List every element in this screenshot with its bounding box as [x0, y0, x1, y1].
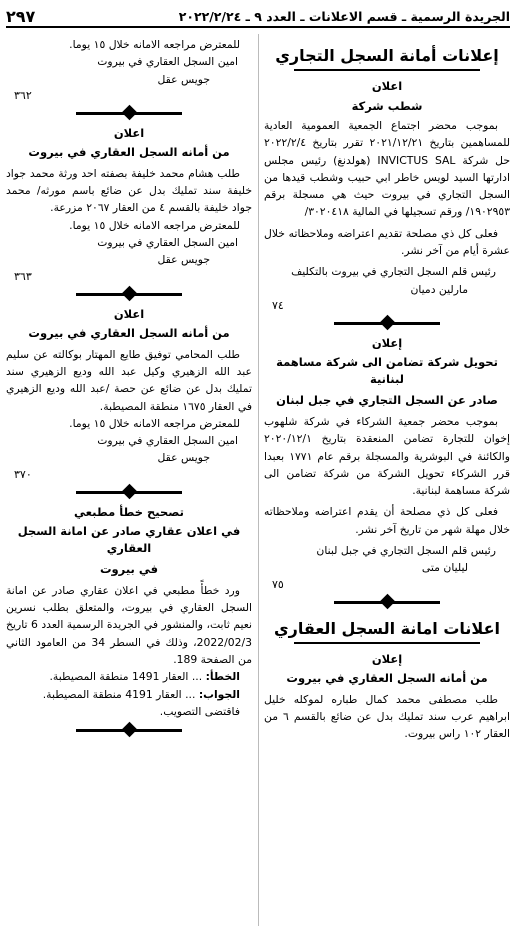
announcement-subheading: من أمانه السجل العقاري في بيروت — [286, 670, 488, 685]
announcement-objection-note: فعلى كل ذي مصلحة أن يقدم اعتراضه وملاحظاته خلال مهلة شهر من تاريخ آخر نشر. — [264, 505, 510, 536]
announcement-body: طلب المحامي توفيق طايع المهتار بوكالته عن سليم عبد الله الزهيري وكيل عبد الله وديع الزهيري سند تمليك بدل عن ضائع عن حصة /عبد الله وديع الزهيري في العقار ١٦٧٥ منطقة المصيطبة. — [6, 347, 252, 413]
signature-name: جويس عقل — [157, 253, 210, 267]
signature-title: امين السجل العقاري في بيروت — [97, 236, 238, 250]
announcement-lost-deed-heirs — [6, 126, 252, 284]
column-divider — [258, 34, 259, 926]
signature-title: رئيس قلم السجل التجاري في بيروت بالتكليف — [291, 265, 496, 279]
correct-label: الجواب: — [198, 687, 240, 701]
announcement-heading: اعلان — [371, 79, 403, 93]
section-title-text: إعلانات أمانة السجل التجاري — [275, 46, 499, 65]
diamond-ornament-icon — [121, 105, 137, 121]
announcement-number: ٣٧٠ — [14, 467, 32, 481]
correction-answer-line — [6, 686, 252, 703]
section-title-underline — [294, 69, 480, 71]
diamond-ornament-icon — [379, 315, 395, 331]
announcement-correction — [6, 505, 252, 720]
correction-heading: تصحيح خطأ مطبعي — [74, 504, 184, 519]
objection-note: للمعترض مراجعه الامانه خلال ١٥ يوما. — [69, 218, 240, 232]
diamond-ornament-icon — [121, 483, 137, 499]
objection-note: للمعترض مراجعه الامانه خلال ١٥ يوما. — [69, 416, 240, 430]
signature-title: رئيس قلم السجل التجاري في جبل لبنان — [316, 544, 496, 558]
announcement-title-deed — [264, 652, 510, 743]
announcement-lost-deed-lawyer — [6, 307, 252, 482]
announcement-heading: اعلان — [113, 306, 145, 321]
announcement-heading: إعلان — [371, 335, 403, 350]
error-text: ... العقار 1491 منطقة المصيطبة. — [49, 670, 203, 684]
correct-text: ... العقار 4191 منطقة المصيطبة. — [42, 687, 196, 701]
announcement-heading: اعلان — [113, 125, 145, 140]
separator-ornament — [6, 287, 252, 301]
section-title-underline — [294, 642, 480, 644]
diamond-ornament-icon — [379, 593, 395, 609]
announcement-number: ٣٦٣ — [14, 269, 32, 283]
section-title-commercial-registry — [264, 46, 510, 71]
correction-error-line — [6, 668, 252, 685]
announcement-body: طلب مصطفى محمد كمال طباره لموكله خليل ابراهيم عرب سند تمليك بدل عن ضائع بالقسم ٦ من العقار ١٠٢ راس بيروت. — [264, 692, 510, 741]
announcement-company-deletion — [264, 79, 510, 313]
left-column — [6, 36, 252, 740]
diamond-ornament-icon — [121, 285, 137, 301]
announcement-continuation — [6, 36, 252, 103]
correction-subheading: في اعلان عقاري صادر عن امانة السجل العقاري — [17, 523, 241, 555]
announcement-number: ٣٦٢ — [14, 88, 32, 102]
announcement-subheading: شطب شركة — [351, 99, 423, 113]
announcement-subheading: تحويل شركة تضامن الى شركة مساهمة لبنانية — [276, 354, 498, 386]
announcement-number: ٧٥ — [272, 577, 284, 591]
signature-name: ليليان متى — [421, 561, 468, 575]
announcement-body: طلب هشام محمد خليفة بصفته احد ورثة محمد جواد خليفة سند تمليك بدل عن ضائع باسم مورثه/ محمد جواد خليفة بالقسم ٤ من العقار ٢٠٦٧ مزرعة. — [6, 166, 252, 215]
announcement-objection-note: فعلى كل ذي مصلحة تقديم اعتراضه وملاحظاته خلال عشرة أيام من آخر نشر. — [264, 226, 510, 258]
announcement-body: بموجب محضر اجتماع الجمعية العمومية العادية للمساهمين بتاريخ ٢٠٢١/١٢/٢١ تقرر بتاريخ ٢٠٢٢/٢/٤ حل شركة INVICTUS SAL (هولدنغ) رئيس مجلس ادارتها السيد لويس خاطر ابي حبيب وشطب قيدها من السجل التجاري في بيروت حيث هي مسجلة برقم ١٩٠٢٩٥٣/ ورقم تسجيلها في المالية ٣٠٢٠٤١٨/ — [264, 119, 510, 219]
correction-closing: فاقتضى التصويب. — [159, 704, 240, 718]
diamond-ornament-icon — [121, 722, 137, 738]
page-number: ٢٩٧ — [6, 6, 36, 26]
signature-name: جويس عقل — [157, 72, 210, 86]
correction-subheading-location: في بيروت — [99, 561, 159, 576]
right-column — [264, 36, 510, 743]
separator-ornament — [6, 106, 252, 120]
announcement-subheading: من أمانه السجل العقاري في بيروت — [28, 144, 230, 159]
separator-ornament — [264, 595, 510, 609]
signature-name: جويس عقل — [157, 451, 210, 465]
announcement-heading: إعلان — [371, 651, 403, 666]
announcement-company-conversion — [264, 336, 510, 592]
signature-title: امين السجل العقاري في بيروت — [97, 434, 238, 448]
section-title-land-registry — [264, 619, 510, 644]
announcement-subheading-issuer: صادر عن السجل التجاري في جبل لبنان — [276, 392, 498, 407]
objection-note: للمعترض مراجعه الامانه خلال ١٥ يوما. — [69, 38, 240, 51]
correction-body: ورد خطأً مطبعي في اعلان عقاري صادر عن امانة السجل العقاري في بيروت، والمتعلق بطلب نسرين نعيم ثابت، والمنشور في الجريدة الرسمية العدد 6 تاريخ 2022/02/3، وذلك في السطر 34 من العامود الثاني من الصفحة 189. — [6, 583, 252, 666]
announcement-body: بموجب محضر جمعية الشركاء في شركة شلهوب إخوان للتجارة تضامن المنعقدة بتاريخ ٢٠٢٠/١٢/١ والكائنة في البوشرية والمسجلة برقم عام ١٧٧١ بعبدا قرر الشركاء تحويل الشركة من شركة تضامن الى شركة مساهمة لبنانية. — [264, 414, 510, 498]
separator-ornament — [264, 316, 510, 330]
header-title: الجريدة الرسمية ـ قسم الاعلانات ـ العدد ٩ ـ ٢٠٢٢/٢/٢٤ — [178, 8, 510, 24]
separator-ornament — [6, 485, 252, 499]
separator-ornament — [6, 723, 252, 737]
error-label: الخطأ: — [205, 670, 240, 684]
page-header — [6, 6, 510, 28]
section-title-text: اعلانات امانة السجل العقاري — [274, 618, 500, 638]
announcement-number: ٧٤ — [272, 298, 284, 312]
signature-name: مارلين دميان — [410, 282, 468, 296]
signature-title: امين السجل العقاري في بيروت — [97, 55, 238, 69]
announcement-subheading: من أمانه السجل العقاري في بيروت — [28, 325, 230, 340]
